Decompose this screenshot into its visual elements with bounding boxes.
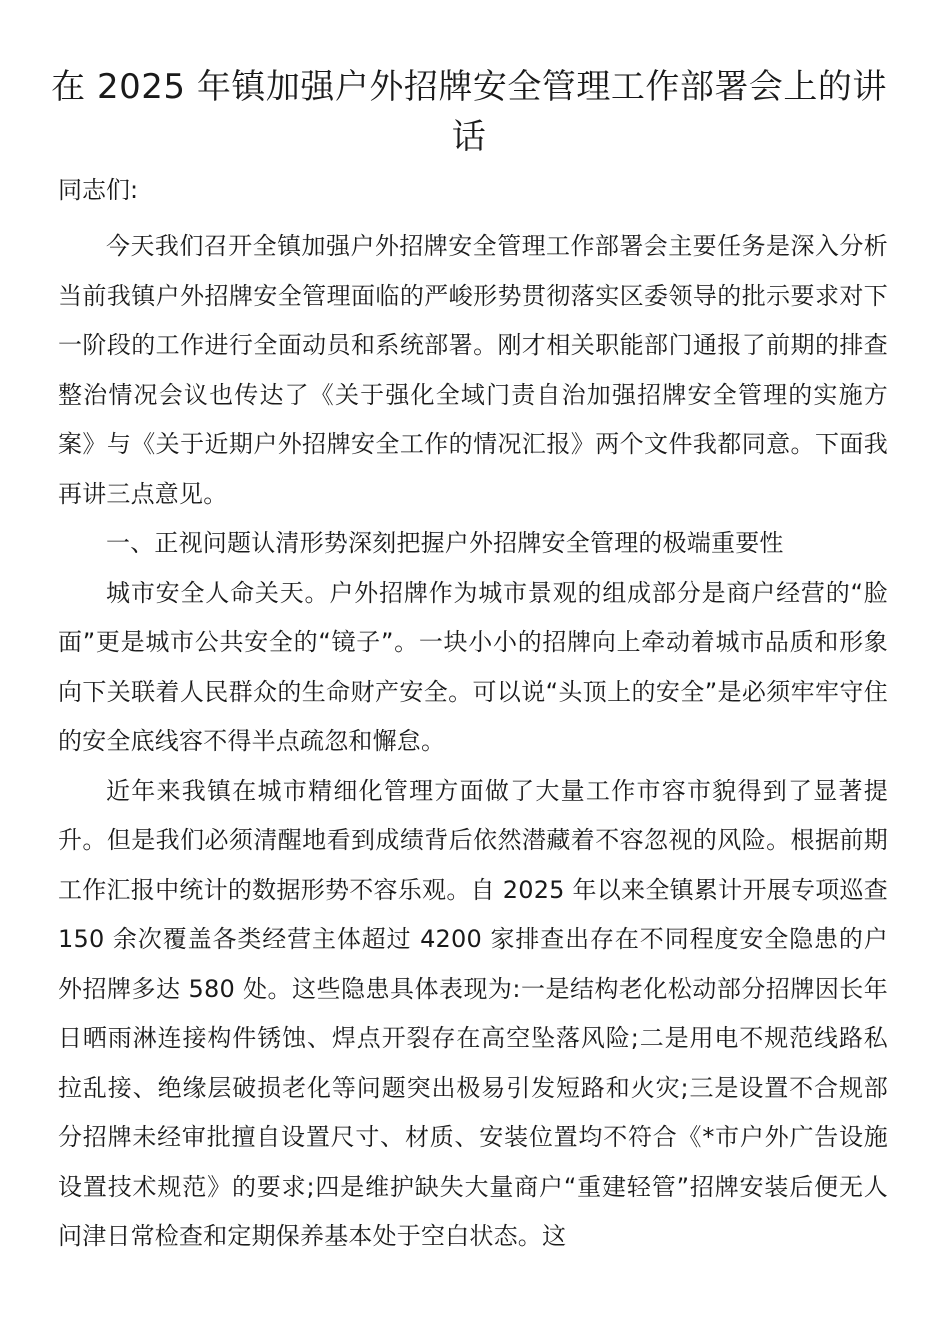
section-heading-one: 一、正视问题认清形势深刻把握户外招牌安全管理的极端重要性	[106, 529, 784, 557]
document-title: 在 2025 年镇加强户外招牌安全管理工作部署会上的讲话	[51, 67, 887, 157]
paragraph-risk-analysis: 近年来我镇在城市精细化管理方面做了大量工作市容市貌得到了显著提升。但是我们必须清醒地看到成绩背后依然潜藏着不容忽视的风险。根据前期工作汇报中统计的数据形势不容乐观。自 2025 年以来全镇累计开展专项巡查 150 余次覆盖各类经营主体超过 4200 家排查出存在不同程度安全隐患的户外招牌多达 580 处。这些隐患具体表现为:一是结构老化松动部分招牌因长年日晒雨淋连接构件锈蚀、焊点开裂存在高空坠落风险;二是用电不规范线路私拉乱接、绝缘层破损老化等问题突出极易引发短路和火灾;三是设置不合规部分招牌未经审批擅自设置尺寸、材质、安装位置均不符合《*市户外广告设施设置技术规范》的要求;四是维护缺失大量商户“重建轻管”招牌安装后便无人问津日常检查和定期保养基本处于空白状态。这	[58, 776, 888, 1250]
salutation: 同志们:	[58, 176, 139, 204]
paragraph-intro: 今天我们召开全镇加强户外招牌安全管理工作部署会主要任务是深入分析当前我镇户外招牌安全管理面临的严峻形势贯彻落实区委领导的批示要求对下一阶段的工作进行全面动员和系统部署。刚才相关职能部门通报了前期的排查整治情况会议也传达了《关于强化全域门责自治加强招牌安全管理的实施方案》与《关于近期户外招牌安全工作的情况汇报》两个文件我都同意。下面我再讲三点意见。	[58, 232, 888, 508]
paragraph-urban-safety: 城市安全人命关天。户外招牌作为城市景观的组成部分是商户经营的“脸面”更是城市公共安全的“镜子”。一块小小的招牌向上牵动着城市品质和形象向下关联着人民群众的生命财产安全。可以说“头顶上的安全”是必须牢牢守住的安全底线容不得半点疏忽和懈怠。	[58, 578, 888, 755]
document-page	[51, 62, 888, 1262]
